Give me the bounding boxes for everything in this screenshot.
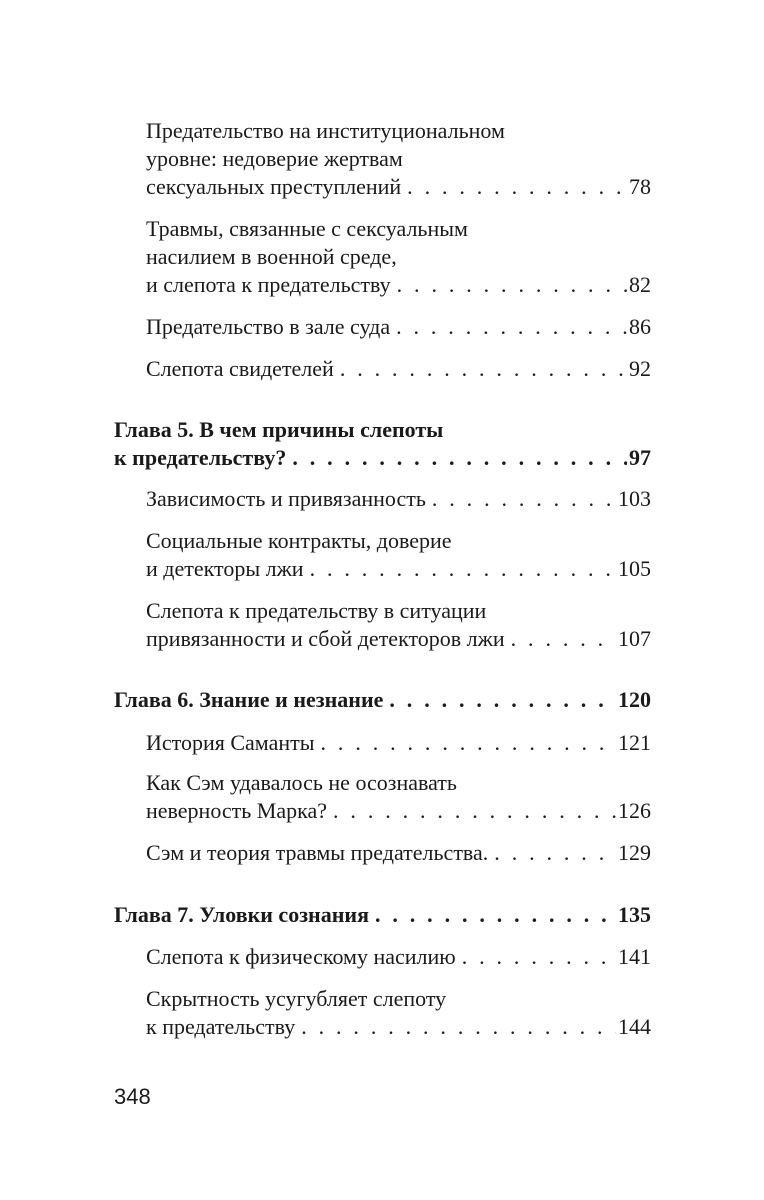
toc-entry-title: и детекторы лжи (146, 556, 304, 581)
toc-entry (146, 839, 651, 867)
dot-leader (462, 943, 616, 971)
toc-entry-title: сексуальных преступлений (146, 174, 402, 199)
dot-leader (511, 625, 616, 653)
toc-entry-title: привязанности и сбой детекторов лжи (146, 626, 505, 651)
toc-entry-title: Слепота к физическому насилию (146, 944, 456, 969)
dot-leader (397, 271, 627, 299)
toc-entry-line: Скрытность усугубляет слепоту (146, 986, 447, 1011)
page-number: 135 (618, 902, 651, 927)
toc-chapter-title: к предательству? (114, 445, 287, 470)
page-number: 103 (618, 486, 651, 511)
dot-leader (494, 839, 616, 867)
page-number: 78 (629, 174, 651, 199)
toc-entry (146, 215, 651, 299)
toc-chapter-line: Глава 5. В чем причины слепоты (114, 417, 444, 442)
toc-entry-title: История Саманты (146, 730, 315, 755)
toc-entry-line: Социальные контракты, доверие (146, 528, 452, 553)
dot-leader (389, 686, 616, 714)
page-number: 107 (618, 626, 651, 651)
toc-entry-line: Предательство на институциональном (146, 118, 505, 143)
page-number: 126 (618, 798, 651, 823)
dot-leader (375, 901, 616, 929)
toc-entry-title: неверность Марка? (146, 798, 328, 823)
page-number: 82 (629, 272, 651, 297)
page-number: 86 (629, 314, 651, 339)
toc-entry (146, 355, 651, 383)
dot-leader (310, 555, 616, 583)
page-number: 120 (618, 687, 651, 712)
dot-leader (340, 355, 627, 383)
toc-entry-line: Травмы, связанные с сексуальным (146, 216, 468, 241)
toc-entry (146, 485, 651, 513)
toc-entry-line: насилием в военной среде, (146, 244, 397, 269)
dot-leader (301, 1013, 616, 1041)
toc-entry (146, 769, 651, 825)
page-number: 97 (629, 445, 651, 470)
toc-entry-title: и слепота к предательству (146, 272, 391, 297)
toc-entry-title: Слепота свидетелей (146, 356, 334, 381)
toc-chapter-title: Глава 6. Знание и незнание (114, 687, 384, 712)
toc-entry-title: Предательство в зале суда (146, 314, 391, 339)
page-number: 121 (618, 730, 651, 755)
dot-leader (292, 444, 627, 472)
page-number: 141 (618, 944, 651, 969)
toc-entry-title: Зависимость и привязанность (146, 486, 426, 511)
dot-leader (396, 313, 627, 341)
page-number: 144 (618, 1014, 651, 1039)
dot-leader (333, 797, 616, 825)
toc-chapter (114, 416, 651, 472)
toc-entry-title: к предательству (146, 1014, 296, 1039)
page-folio-number: 348 (114, 1084, 151, 1109)
toc-entry-line: уровне: недоверие жертвам (146, 146, 403, 171)
toc-entry (146, 597, 651, 653)
toc-entry-line: Как Сэм удавалось не осознавать (146, 770, 457, 795)
page-number: 105 (618, 556, 651, 581)
page-number: 129 (618, 840, 651, 865)
toc-entry (146, 117, 651, 201)
page-number: 92 (629, 356, 651, 381)
toc-entry (146, 729, 651, 757)
toc-entry (146, 943, 651, 971)
dot-leader (321, 729, 616, 757)
toc-entry-title: Сэм и теория травмы предательства. (146, 840, 489, 865)
toc-chapter-title: Глава 7. Уловки сознания (114, 902, 369, 927)
dot-leader (407, 173, 627, 201)
toc-chapter (114, 686, 651, 714)
toc-entry-line: Слепота к предательству в ситуации (146, 598, 487, 623)
dot-leader (432, 485, 616, 513)
toc-chapter (114, 901, 651, 929)
toc-entry (146, 527, 651, 583)
toc-entry (146, 313, 651, 341)
toc-entry (146, 985, 651, 1041)
